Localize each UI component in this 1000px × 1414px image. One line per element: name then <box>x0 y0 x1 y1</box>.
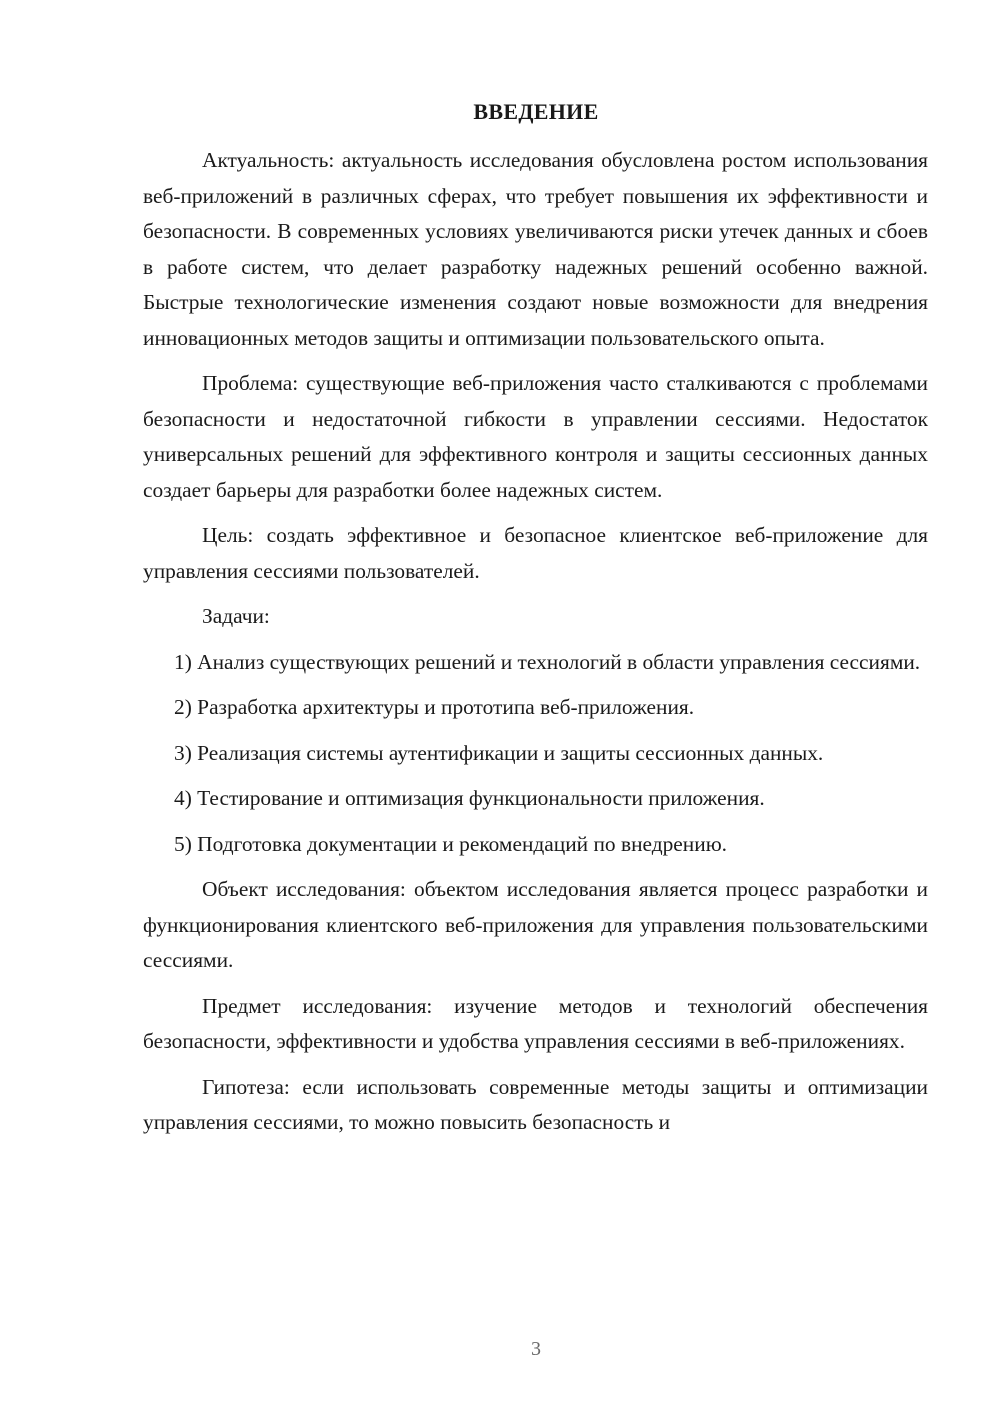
paragraph-goal: Цель: создать эффективное и безопасное клиентское веб-приложение для управления сессиями пользователей. <box>143 523 928 583</box>
task-item-3: 3) Реализация системы аутентификации и защиты сессионных данных. <box>174 740 824 765</box>
page-number: 3 <box>531 1338 541 1360</box>
paragraph-object: Объект исследования: объектом исследования является процесс разработки и функционирования клиентского веб-приложения для управления пользовательскими сессиями. <box>143 877 928 972</box>
task-item-1: 1) Анализ существующих решений и технологий в области управления сессиями. <box>174 649 921 674</box>
task-item-2: 2) Разработка архитектуры и прототипа веб-приложения. <box>174 695 695 719</box>
task-item-4: 4) Тестирование и оптимизация функциональности приложения. <box>174 786 765 810</box>
paragraph-hypothesis: Гипотеза: если использовать современные методы защиты и оптимизации управления сессиями, то можно повысить безопасность и <box>143 1074 928 1134</box>
paragraph-subject: Предмет исследования: изучение методов и технологий обеспечения безопасности, эффективности и удобства управления сессиями в веб-приложениях. <box>143 993 928 1053</box>
tasks-heading: Задачи: <box>202 604 270 628</box>
page-title: ВВЕДЕНИЕ <box>473 99 599 124</box>
paragraph-relevance: Актуальность: актуальность исследования обусловлена ростом использования веб-приложений в различных сферах, что требует повышения их эффективности и безопасности. В современных условиях увеличиваются риски утечек данных и сбоев в работе систем, что делает разработку надежных решений особенно важной. Быстрые технологические изменения создают новые возможности для внедрения инновационных методов защиты и оптимизации пользовательского опыта. <box>143 148 928 350</box>
task-item-5: 5) Подготовка документации и рекомендаций по внедрению. <box>174 831 728 856</box>
body-text <box>143 143 928 1151</box>
paragraph-problem: Проблема: существующие веб-приложения часто сталкиваются с проблемами безопасности и недостаточной гибкости в управлении сессиями. Недостаток универсальных решений для эффективного контроля и защиты сессионных данных создает барьеры для разработки более надежных систем. <box>143 371 928 502</box>
